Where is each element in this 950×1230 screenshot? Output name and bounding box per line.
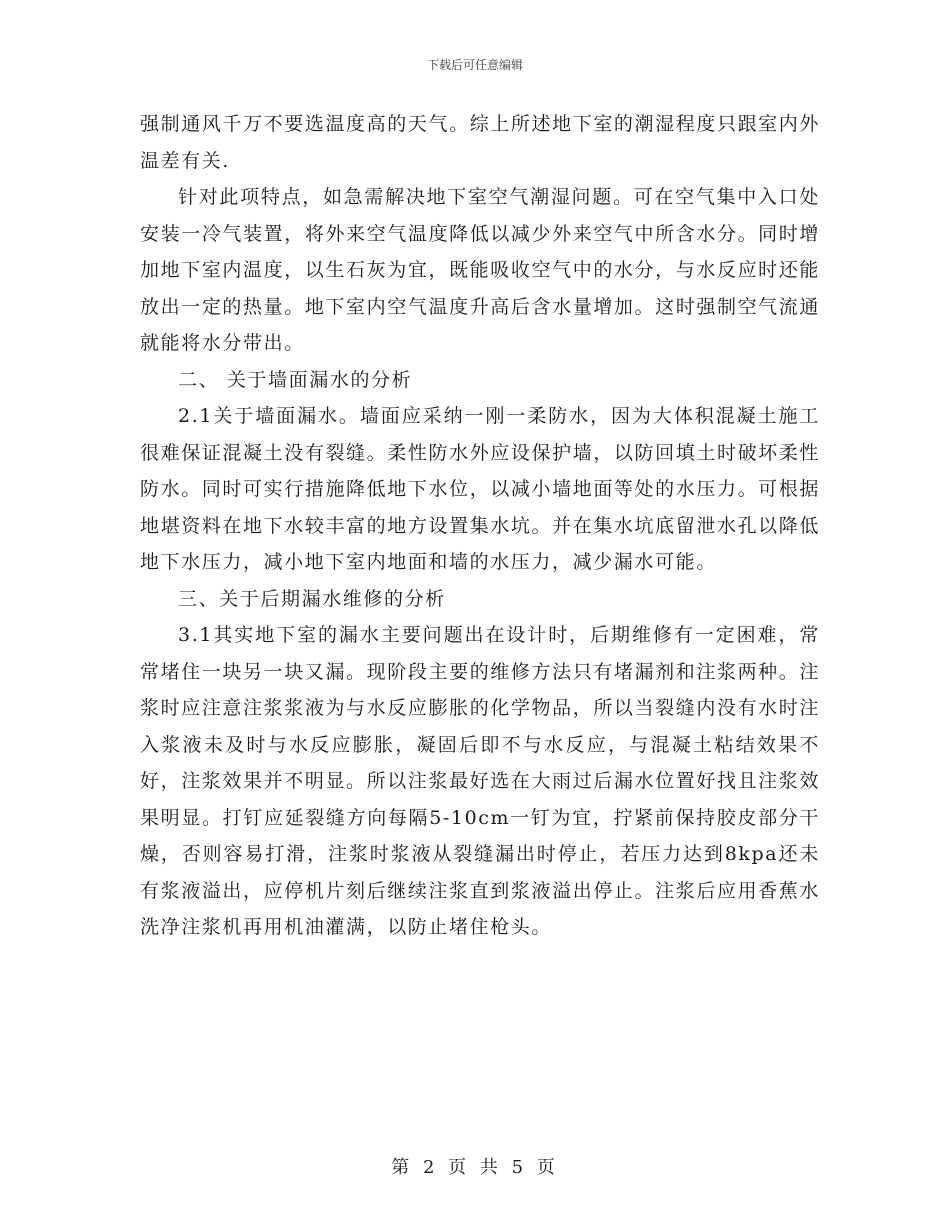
page-number: 第 2 页 共 5 页 <box>391 1157 559 1178</box>
section-heading-wall-leakage: 二、 关于墙面漏水的分析 <box>178 368 413 391</box>
document-body <box>140 106 820 946</box>
paragraph-humidity-solution: 针对此项特点，如急需解决地下室空气潮湿问题。可在空气集中入口处安装一冷气装置，将外来空气温度降低以减少外来空气中所含水分。同时增加地下室内温度，以生石灰为宜，既能吸收空气中的水分，与水反应时还能放出一定的热量。地下室内空气温度升高后含水量增加。这时强制空气流通就能将水分带出。 <box>140 186 820 354</box>
page-header: 下载后可任意编辑 <box>426 58 523 72</box>
paragraph-wall-leakage: 2.1关于墙面漏水。墙面应采纳一刚一柔防水，因为大体积混凝土施工很难保证混凝土没有裂缝。柔性防水外应设保护墙，以防回填土时破坏柔性防水。同时可实行措施降低地下水位，以减小墙地面等处的水压力。可根据地堪资料在地下水较丰富的地方设置集水坑。并在集水坑底留泄水孔以降低地下水压力，减小地下室内地面和墙的水压力，减少漏水可能。 <box>140 405 820 573</box>
paragraph-repair-methods: 3.1其实地下室的漏水主要问题出在设计时，后期维修有一定困难，常常堵住一块另一块又漏。现阶段主要的维修方法只有堵漏剂和注浆两种。注浆时应注意注浆浆液为与水反应膨胀的化学物品，所以当裂缝内没有水时注入浆液未及时与水反应膨胀，凝固后即不与水反应，与混凝土粘结效果不好，注浆效果并不明显。所以注浆最好选在大雨过后漏水位置好找且注浆效果明显。打钉应延裂缝方向每隔5-10cm一钉为宜，拧紧前保持胶皮部分干燥，否则容易打滑，注浆时浆液从裂缝漏出时停止，若压力达到8kpa还未有浆液溢出，应停机片刻后继续注浆直到浆液溢出停止。注浆后应用香蕉水洗净注浆机再用机油灌满，以防止堵住枪头。 <box>140 624 820 938</box>
section-heading-repair: 三、关于后期漏水维修的分析 <box>178 587 446 610</box>
paragraph-ventilation-note: 强制通风千万不要选温度高的天气。综上所述地下室的潮湿程度只跟室内外温差有关. <box>140 113 820 172</box>
